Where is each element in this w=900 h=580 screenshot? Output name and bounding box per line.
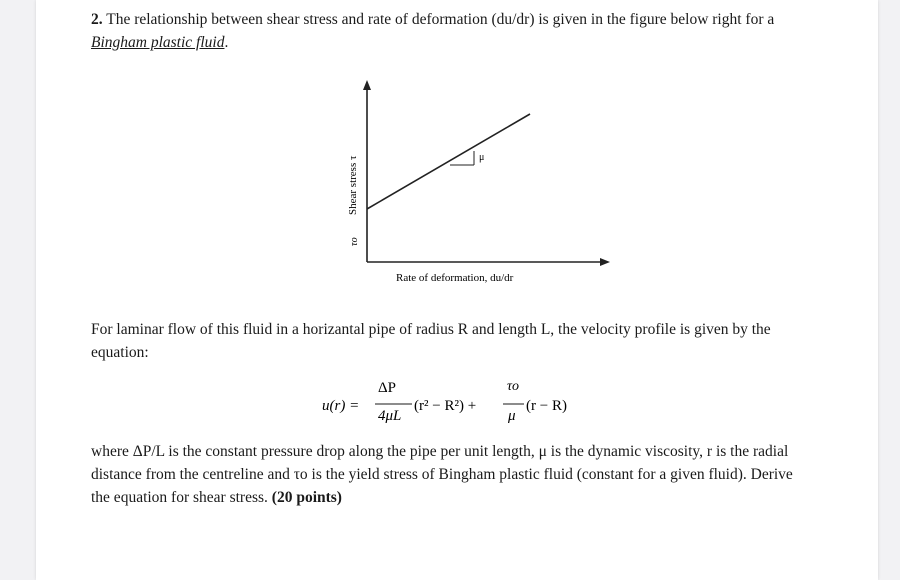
x-axis-label: Rate of deformation, du/dr [396, 272, 514, 284]
points-label: (20 points) [271, 489, 342, 506]
question-body: The relationship between shear stress and rate of deformation (du/dr) is given in the figure below right for a [106, 11, 775, 28]
eq-frac2-num: τo [507, 379, 520, 394]
question-end: . [224, 34, 229, 51]
paragraph-definitions [91, 440, 811, 509]
velocity-equation [322, 379, 567, 424]
bingham-line [367, 114, 530, 209]
paragraph-velocity-profile: For laminar flow of this fluid in a horizantal pipe of radius R and length L, the velocity profile is given by the equation: [91, 321, 771, 361]
y-axis-label: Shear stress τ [347, 155, 359, 215]
eq-lhs: u(r) = [322, 398, 360, 414]
intercept-label: τo [349, 237, 360, 246]
definitions-text: where ΔP/L is the constant pressure drop along the pipe per unit length, μ is the dynamic viscosity, r is the radial distance from the centreline and τo is the yield stress of Bingham plastic fluid (constant for a given fluid). Derive the equation for shear stress. [91, 443, 793, 506]
slope-label: μ [479, 152, 485, 163]
eq-frac1-den: 4μL [378, 408, 402, 424]
eq-term1: (r² − R²) + [414, 398, 477, 414]
eq-frac1-num: ΔP [378, 380, 396, 396]
y-axis-arrow [363, 80, 371, 90]
x-axis-arrow [600, 258, 610, 266]
question-number: 2. [91, 11, 103, 28]
eq-term2: (r − R) [526, 398, 567, 414]
fluid-name: Bingham plastic fluid [91, 34, 225, 51]
eq-frac2-den: μ [508, 408, 516, 424]
